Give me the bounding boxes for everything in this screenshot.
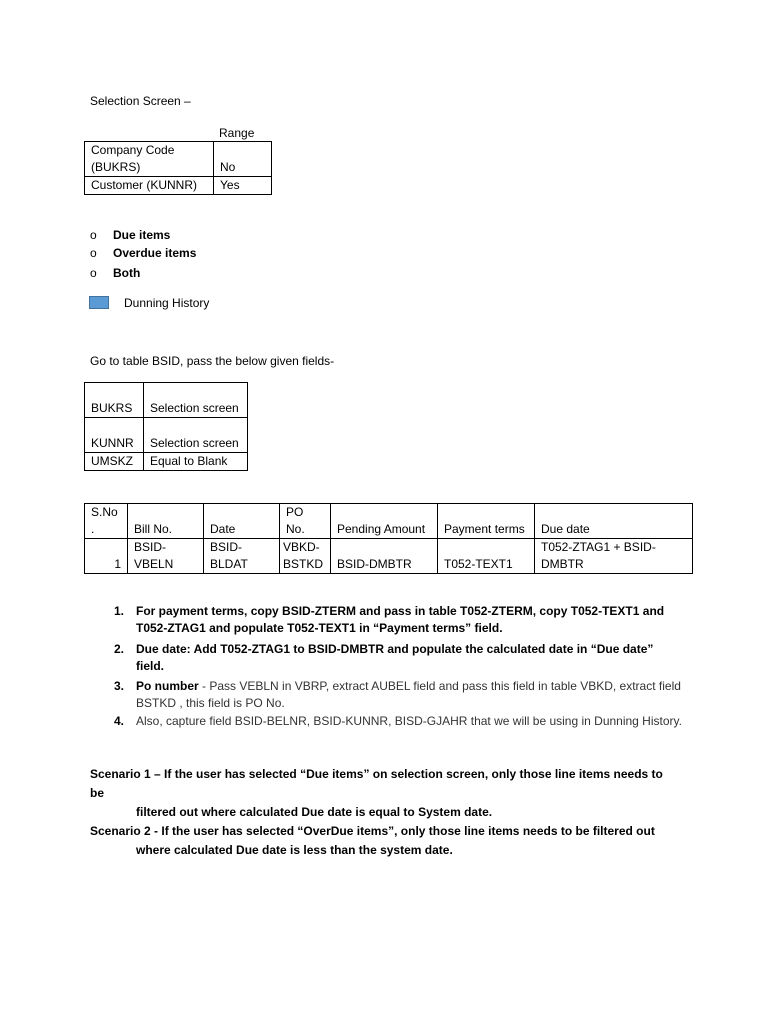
table-row [85, 383, 248, 418]
option-due-items[interactable] [90, 227, 170, 244]
step-text: Also, capture field BSID-BELNR, BSID-KUNNR, BISD-GJAHR that we will be using in Dunning History. [136, 714, 682, 728]
option-label: Both [113, 266, 141, 280]
header-bill-no: Bill No. [128, 504, 204, 539]
scenario-2 [90, 822, 670, 860]
header-due-date: Due date [535, 504, 693, 539]
step-item [114, 603, 684, 637]
selection-screen-title: Selection Screen – [90, 94, 191, 108]
bullet-icon: o [90, 228, 97, 242]
cell-po-no: VBKD-BSTKD [280, 539, 331, 574]
cell-due-date: T052-ZTAG1 + BSID-DMBTR [535, 539, 693, 574]
cell-sno: 1 [85, 539, 128, 574]
bsid-value-cell: Selection screen [144, 383, 248, 418]
bsid-value-cell: Selection screen [144, 418, 248, 453]
bullet-icon: o [90, 246, 97, 260]
table-header-row [85, 504, 693, 539]
step-text: For payment terms, copy BSID-ZTERM and pass in table T052-ZTERM, copy T052-TEXT1 and T052-ZTAG1 and populate T052-TEXT1 in “Payment terms” field. [136, 604, 665, 635]
scenario-line: Scenario 1 – If the user has selected “Due items” on selection screen, only those line items needs to be [90, 767, 663, 800]
step-number: 2. [114, 642, 125, 656]
step-text: - Pass VEBLN in VBRP, extract AUBEL field and pass this field in table VBKD, extract field BSTKD , this field is PO No. [136, 679, 681, 710]
scenario-line: where calculated Due date is less than the system date. [136, 843, 453, 857]
selection-table [84, 141, 272, 195]
bsid-fields-table [84, 382, 248, 471]
bsid-field-cell: UMSKZ [85, 453, 144, 471]
header-sno: S.No . [85, 504, 128, 539]
table-row [85, 142, 272, 177]
header-po-no: PO No. [280, 504, 331, 539]
bullet-icon: o [90, 266, 97, 280]
table-row [85, 177, 272, 195]
selection-range-cell: Yes [214, 177, 272, 195]
header-payment-terms: Payment terms [438, 504, 535, 539]
step-item [114, 678, 684, 712]
table-row [85, 453, 248, 471]
bsid-field-cell: BUKRS [85, 383, 144, 418]
bsid-value-cell: Equal to Blank [144, 453, 248, 471]
scenario-line: filtered out where calculated Due date is equal to System date. [136, 805, 493, 819]
cell-date: BSID-BLDAT [204, 539, 280, 574]
option-overdue-items[interactable] [90, 245, 196, 262]
scenario-line: Scenario 2 - If the user has selected “OverDue items”, only those line items needs to be filtered out [90, 824, 655, 838]
option-label: Due items [113, 228, 171, 242]
cell-payment-terms: T052-TEXT1 [438, 539, 535, 574]
dunning-history-checkbox[interactable] [89, 296, 109, 309]
step-heading: Po number [136, 679, 199, 693]
scenario-1 [90, 765, 670, 822]
table-row [85, 539, 693, 574]
range-header: Range [219, 126, 255, 140]
header-pending-amount: Pending Amount [331, 504, 438, 539]
step-item [114, 641, 684, 675]
step-number: 4. [114, 714, 125, 728]
header-date: Date [204, 504, 280, 539]
table-row [85, 418, 248, 453]
selection-field-cell: Customer (KUNNR) [85, 177, 214, 195]
bsid-intro-text: Go to table BSID, pass the below given fields- [90, 354, 335, 368]
bsid-field-cell: KUNNR [85, 418, 144, 453]
step-item [114, 713, 684, 730]
dunning-history-label: Dunning History [124, 296, 210, 310]
step-number: 1. [114, 604, 125, 618]
step-text: Due date: Add T052-ZTAG1 to BSID-DMBTR and populate the calculated date in “Due date” field. [136, 642, 654, 673]
selection-range-cell: No [214, 142, 272, 177]
cell-bill-no: BSID-VBELN [128, 539, 204, 574]
cell-pending-amount: BSID-DMBTR [331, 539, 438, 574]
step-number: 3. [114, 679, 125, 693]
option-label: Overdue items [113, 246, 197, 260]
selection-field-cell: Company Code (BUKRS) [85, 142, 214, 177]
output-table [84, 503, 693, 574]
option-both[interactable] [90, 265, 140, 282]
